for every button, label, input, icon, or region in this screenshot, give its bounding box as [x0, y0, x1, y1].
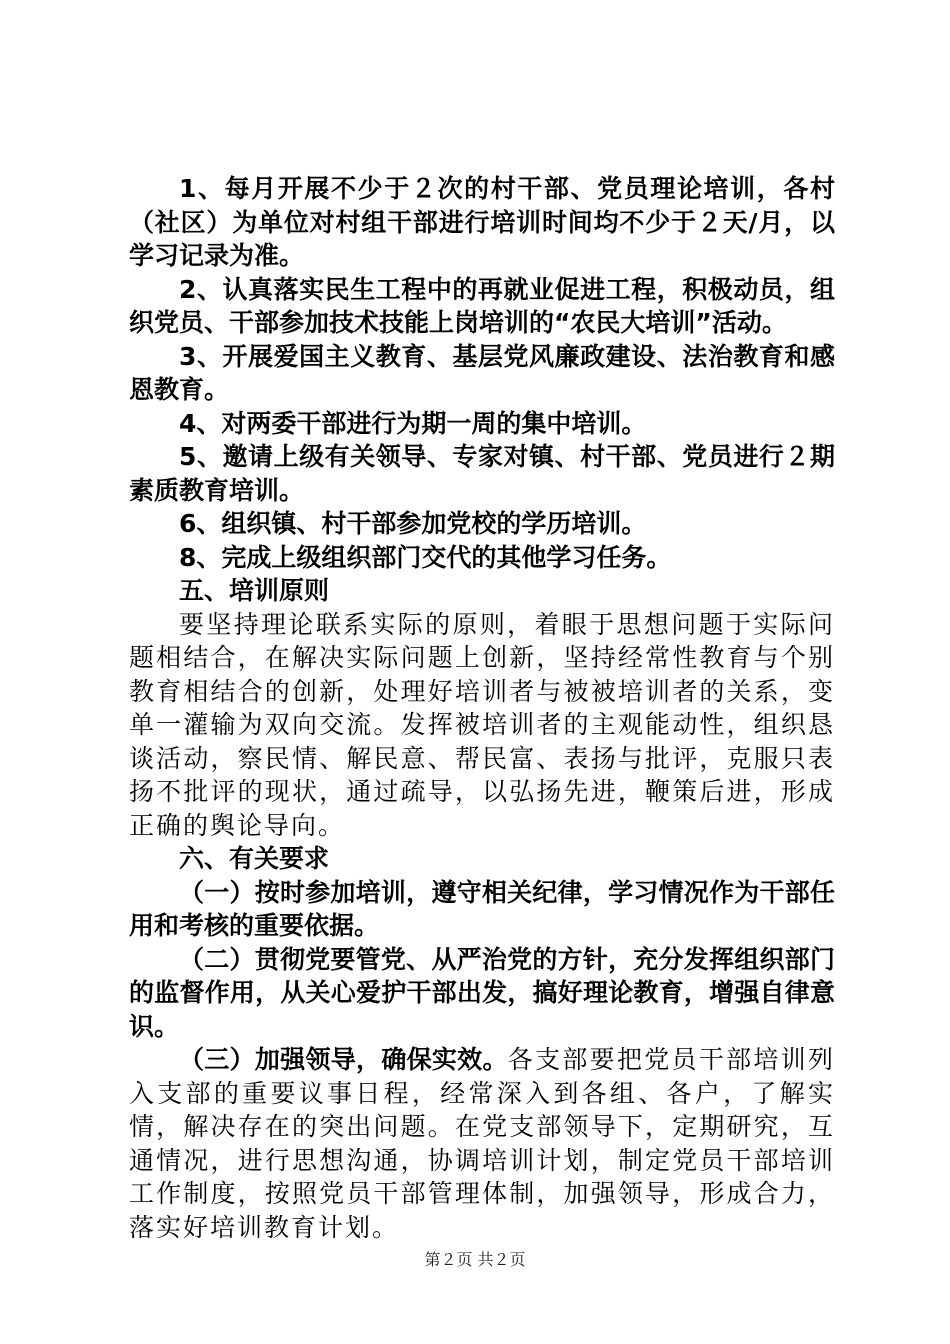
- paragraph-item-1: 1、每月开展不少于２次的村干部、党员理论培训，各村（社区）为单位对村组干部进行培训时间均不少于２天/月，以学习记录为准。: [129, 174, 835, 270]
- section-heading-requirements: 六、有关要求: [179, 844, 330, 873]
- paragraph-item-6: 6、组织镇、村干部参加党校的学历培训。: [179, 509, 647, 538]
- paragraph-item-4: 4、对两委干部进行为期一周的集中培训。: [179, 408, 647, 438]
- paragraph-item-2: 2、认真落实民生工程中的再就业促进工程，积极动员，组织党员、干部参加技术技能上岗培训的“农民大培训”活动。: [129, 274, 835, 337]
- requirement-item-2: （二）贯彻党要管党、从严治党的方针，充分发挥组织部门的监督作用，从关心爱护干部出发，搞好理论教育，增强自律意识。: [129, 944, 835, 1041]
- paragraph-item-8: 8、完成上级组织部门交代的其他学习任务。: [179, 542, 672, 572]
- page-footer: 第２页 共２页: [424, 1250, 526, 1269]
- requirement-item-3: [129, 1043, 835, 1244]
- principles-paragraph: 要坚持理论联系实际的原则，着眼于思想问题于实际问题相结合，在解决实际问题上创新，坚持经常性教育与个别教育相结合的创新，处理好培训者与被被培训者的关系，变单一灌输为双向交流。发挥被培训者的主观能动性，组织恳谈活动，察民情、解民意、帮民富、表扬与批评，克服只表扬不批评的现状，通过疏导，以弘扬先进，鞭策后进，形成正确的舆论导向。: [129, 609, 835, 840]
- section-heading-principles: 五、培训原则: [179, 576, 330, 605]
- requirement-item-3-lead: （三）加强领导，确保实效。: [179, 1045, 508, 1074]
- requirement-item-3-body: 各支部要把党员干部培训列入支部的重要议事日程，经常深入到各组、各户，了解实情，解决存在的突出问题。在党支部领导下，定期研究，互通情况，进行思想沟通，协调培训计划，制定党员干部培训工作制度，按照党员干部管理体制，加强领导，形成合力，落实好培训教育计划。: [129, 1045, 835, 1242]
- requirement-item-1: （一）按时参加培训，遵守相关纪律，学习情况作为干部任用和考核的重要依据。: [129, 877, 835, 940]
- paragraph-item-5: 5、邀请上级有关领导、专家对镇、村干部、党员进行２期素质教育培训。: [129, 442, 835, 505]
- paragraph-item-3: 3、开展爱国主义教育、基层党风廉政建设、法治教育和感恩教育。: [129, 341, 835, 404]
- document-body: [129, 172, 835, 1244]
